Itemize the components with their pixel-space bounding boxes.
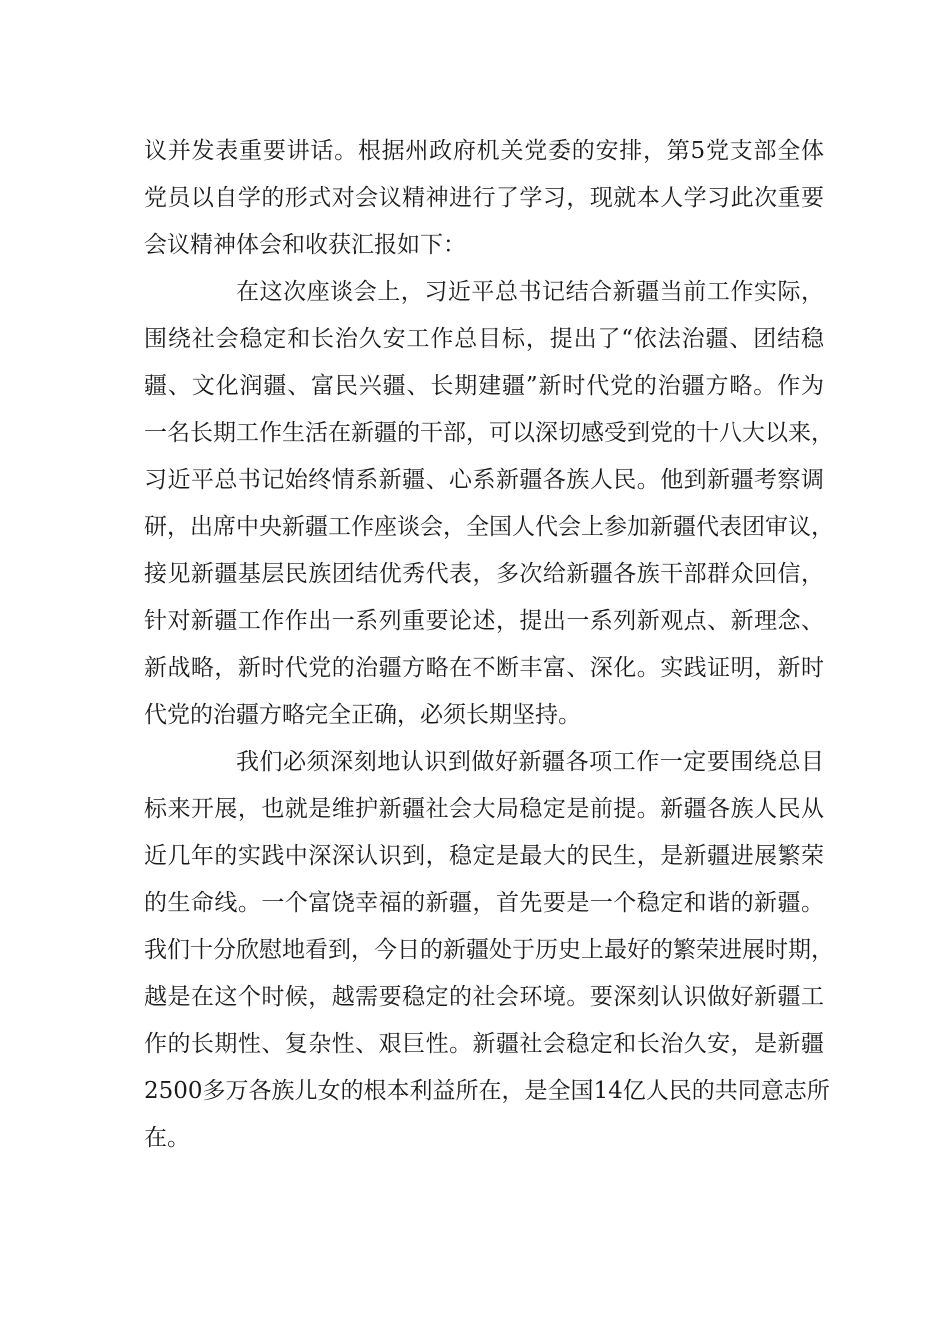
text-line: 党员以自学的形式对会议精神进行了学习，现就本人学习此次重要	[144, 185, 824, 211]
paragraph-3	[144, 739, 834, 1162]
text-line: 在这次座谈会上，习近平总书记结合新疆当前工作实际，	[236, 279, 824, 305]
text-line: 我们必须深刻地认识到做好新疆各项工作一定要围绕总目	[236, 749, 824, 775]
text-line: 近几年的实践中深深认识到，稳定是最大的民生，是新疆进展繁荣	[144, 843, 824, 869]
text-line: 在。	[144, 1125, 190, 1151]
text-line: 针对新疆工作作出一系列重要论述，提出一系列新观点、新理念、	[144, 608, 824, 634]
text-line: 议并发表重要讲话。根据州政府机关党委的安排，第5党支部全体	[144, 138, 824, 164]
text-line: 接见新疆基层民族团结优秀代表，多次给新疆各族干部群众回信，	[144, 561, 824, 587]
text-line: 围绕社会稳定和长治久安工作总目标，提出了“依法治疆、团结稳	[144, 326, 824, 352]
text-line: 代党的治疆方略完全正确，必须长期坚持。	[144, 702, 581, 728]
text-line: 习近平总书记始终情系新疆、心系新疆各族人民。他到新疆考察调	[144, 467, 824, 493]
text-line: 越是在这个时候，越需要稳定的社会环境。要深刻认识做好新疆工	[144, 984, 824, 1010]
text-line: 疆、文化润疆、富民兴疆、长期建疆”新时代党的治疆方略。作为	[144, 373, 824, 399]
text-line: 新战略，新时代党的治疆方略在不断丰富、深化。实践证明，新时	[144, 655, 824, 681]
text-line: 作的长期性、复杂性、艰巨性。新疆社会稳定和长治久安，是新疆	[144, 1031, 824, 1057]
paragraph-2	[144, 269, 834, 739]
document-body	[144, 128, 834, 1162]
paragraph-1	[144, 128, 824, 269]
text-line: 研，出席中央新疆工作座谈会，全国人代会上参加新疆代表团审议，	[144, 514, 834, 540]
text-line: 2500多万各族儿女的根本利益所在，是全国14亿人民的共同意志所	[144, 1078, 830, 1104]
text-line: 的生命线。一个富饶幸福的新疆，首先要是一个稳定和谐的新疆。	[144, 890, 824, 916]
text-line: 会议精神体会和收获汇报如下：	[144, 232, 466, 258]
text-line: 我们十分欣慰地看到，今日的新疆处于历史上最好的繁荣进展时期，	[144, 937, 834, 963]
text-line: 标来开展，也就是维护新疆社会大局稳定是前提。新疆各族人民从	[144, 796, 824, 822]
text-line: 一名长期工作生活在新疆的干部，可以深切感受到党的十八大以来，	[144, 420, 834, 446]
